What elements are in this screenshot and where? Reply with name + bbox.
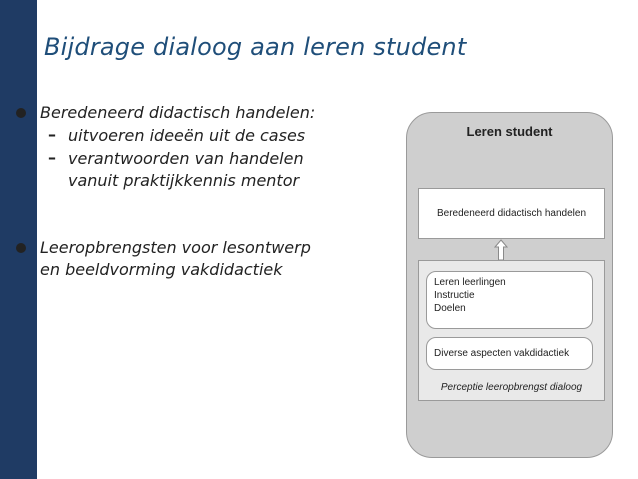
left-accent-bar xyxy=(0,0,37,479)
container-title: Leren student xyxy=(466,124,553,139)
sub-bullet-dash-2: – xyxy=(48,148,56,167)
dialogue-caption: Perceptie leeropbrengst dialoog xyxy=(440,382,583,393)
up-arrow-icon xyxy=(494,239,508,261)
reasoned-didactic-label: Beredeneerd didactisch handelen xyxy=(437,208,586,219)
bullet-1-text: Beredeneerd didactisch handelen: xyxy=(40,103,316,122)
topic-item: Doelen xyxy=(434,303,466,314)
bullet-2-line-1: Leeropbrengsten voor lesontwerp xyxy=(40,238,311,257)
bullet-dot-1 xyxy=(16,108,26,118)
sub-bullet-1-text: uitvoeren ideeën uit de cases xyxy=(68,126,306,145)
topic-item: Leren leerlingen xyxy=(434,277,506,288)
slide-title: Bijdrage dialoog aan leren student xyxy=(44,33,467,61)
bullet-2-line-2: en beeldvorming vakdidactiek xyxy=(40,260,283,279)
sub-bullet-dash-1: – xyxy=(48,125,56,144)
reasoned-didactic-box xyxy=(418,188,605,239)
learning-topics-box xyxy=(426,271,593,329)
bullet-dot-2 xyxy=(16,243,26,253)
subject-didactics-box xyxy=(426,337,593,370)
sub-bullet-2-line-1: verantwoorden van handelen xyxy=(68,149,304,168)
topic-item: Instructie xyxy=(434,290,475,301)
subject-didactics-label: Diverse aspecten vakdidactiek xyxy=(434,348,570,359)
sub-bullet-2-line-2: vanuit praktijkkennis mentor xyxy=(68,171,300,190)
